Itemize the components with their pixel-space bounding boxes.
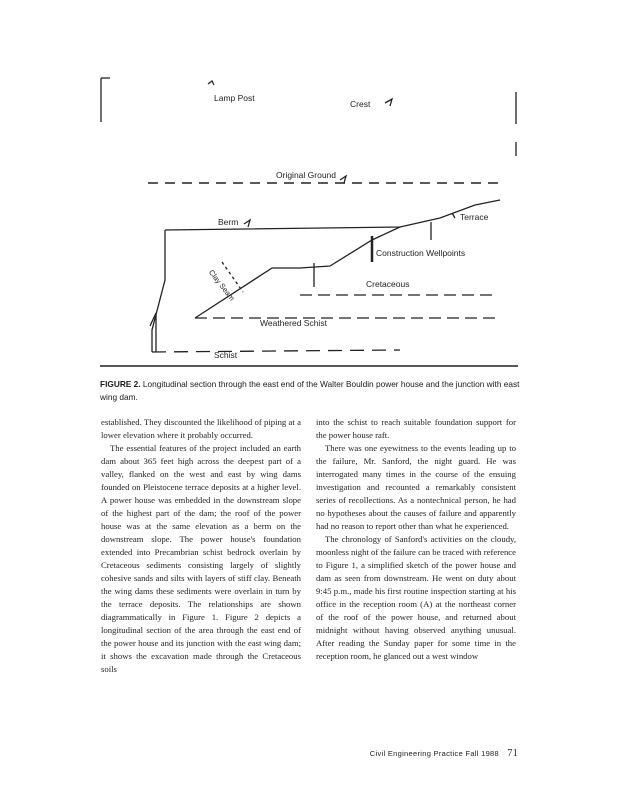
schist-line (152, 350, 400, 352)
label-original-ground: Original Ground (276, 170, 337, 180)
label-schist: Schist (214, 350, 238, 360)
dam-surface (165, 200, 500, 230)
berm-arrow (244, 220, 250, 227)
right-column (316, 416, 516, 663)
page-number: 71 (507, 748, 518, 759)
paragraph: The chronology of Sanford's activities on the cloudy, moonless night of the failure can be traced with reference to Figure 1, a simplified sketch of the power house and dam as seen from downstream. He went on duty about 9:45 p.m., made his first routine inspection starting at his office in the reception room (A) at the northeast corner of the roof of the power house, and returned about midnight without having observed anything unusual. After reading the Sunday paper for some time in the reception room, he glanced out a west window (316, 534, 516, 661)
crest-arrow (385, 99, 392, 106)
original-ground-arrow (340, 176, 346, 183)
label-clay-seam: Clay Seam (206, 268, 237, 303)
paragraph: The essential features of the project included an earth dam about 365 feet high across the deepest part of a valley, flanked on the west and east by wing dams founded on Pleistocene terrace deposits at a higher level. A power house was embedded in the downstream slope of the highest part of the dam; the roof of the power house was at the same elevation as a berm on the downstream slope. The power house's foundation extended into Precambrian schist bedrock overlain by Cretaceous sediments consisting largely of slightly cohesive sands and silts with layers of stiff clay. Beneath the wing dams these sediments were overlain in turn by the terrace deposits. The relationships are shown diagrammatically in Figure 1. Figure 2 depicts a longitudinal section of the area through the east end of the power house and its junction with the east wing dam; it shows the excavation made through the Cretaceous soils (101, 443, 301, 674)
label-berm: Berm (218, 217, 239, 227)
paragraph: established. They discounted the likelihood of piping at a lower elevation where it probably occurred. (101, 417, 301, 440)
page-footer (330, 748, 518, 759)
caption-figure-number: FIGURE 2. (100, 379, 141, 389)
left-column (101, 416, 301, 676)
label-terrace: Terrace (460, 212, 489, 222)
figure-caption (100, 378, 520, 404)
paragraph: into the schist to reach suitable foundation support for the power house raft. (316, 417, 516, 440)
terrace-arrow (452, 213, 455, 218)
journal-issue: Fall 1988 (465, 749, 499, 758)
cretaceous-slope (195, 227, 400, 318)
label-construction-wellpoints: Construction Wellpoints (376, 248, 466, 258)
excavation-line (152, 230, 165, 352)
label-crest: Crest (350, 99, 371, 109)
figure-2 (0, 0, 618, 380)
label-weathered-schist: Weathered Schist (260, 318, 327, 328)
journal-name: Civil Engineering Practice (369, 749, 464, 758)
paragraph: There was one eyewitness to the events leading up to the failure, Mr. Sanford, the night guard. He was interrogated many times in the course of the ensuing investigation and recounted a remarkably consistent series of recollections. As a nontechnical person, he had no hypotheses about the causes of failure and apparently had no reason to report other than what he experienced. (316, 443, 516, 531)
caption-text: Longitudinal section through the east end of the Walter Bouldin power house and the junction with east wing dam. (100, 379, 520, 402)
label-cretaceous: Cretaceous (366, 279, 410, 289)
label-lamp-post: Lamp Post (214, 93, 255, 103)
lamp-post-mark (208, 81, 214, 85)
